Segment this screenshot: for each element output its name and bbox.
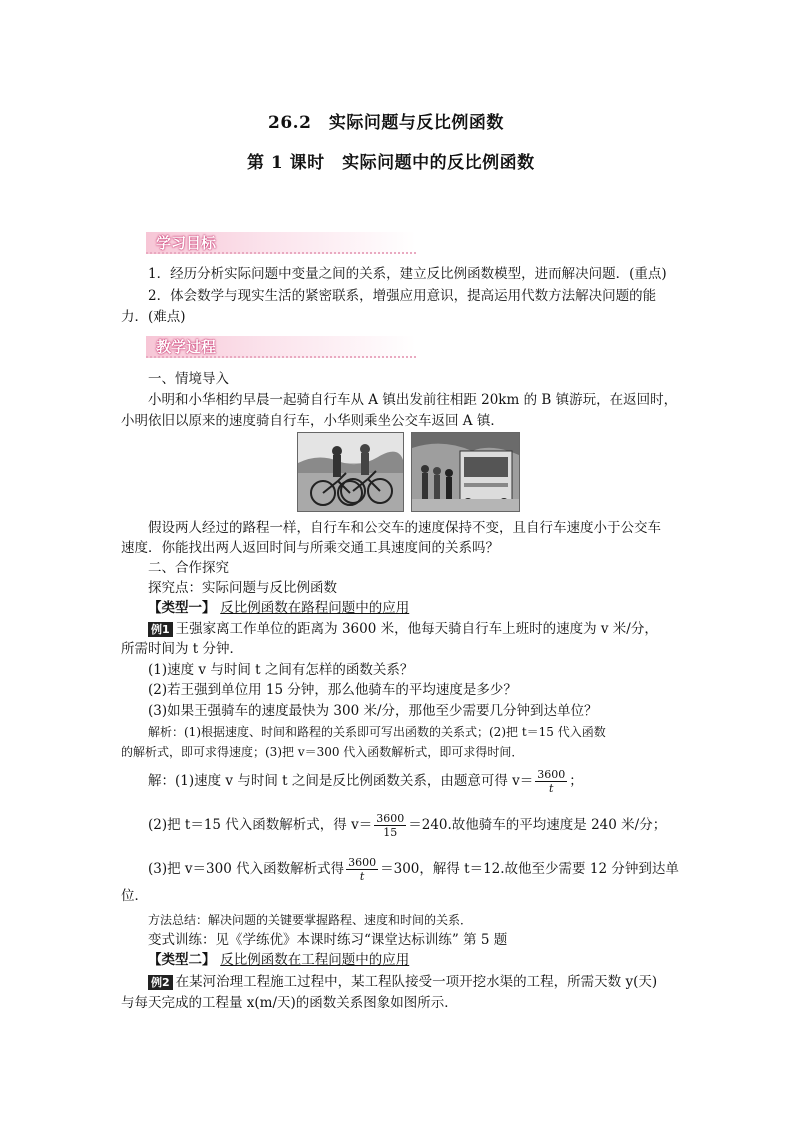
solution-2-end: ＝240.故他骑车的平均速度是 240 米/分； xyxy=(408,817,667,833)
type2-bracket: 【类型二】 xyxy=(148,952,216,968)
solution-2-text: (2)把 t＝15 代入函数解析式，得 v＝ xyxy=(148,817,373,833)
solution-3-end: 位． xyxy=(121,888,148,904)
goal-2b: 力．(难点) xyxy=(121,309,186,325)
fraction-denominator: t xyxy=(549,782,554,795)
variant-training: 变式训练：见《学练优》本课时练习“课堂达标训练” 第 5 题 xyxy=(148,932,508,948)
solution-1-end: ； xyxy=(569,773,583,789)
example2-text-1: 在某河治理工程施工过程中，某工程队接受一项开挖水渠的工程，所需天数 y(天) xyxy=(175,974,658,990)
type1-title: 反比例函数在路程问题中的应用 xyxy=(220,600,410,616)
type2-heading xyxy=(148,950,409,970)
fraction-numerator: 3600 xyxy=(348,856,377,869)
learning-goals-banner xyxy=(146,232,416,254)
learning-goals-heading: 学习目标 xyxy=(156,234,217,252)
solution-2 xyxy=(148,812,666,839)
fraction-denominator: 15 xyxy=(383,826,398,839)
type1-heading xyxy=(148,598,409,618)
solution-3 xyxy=(148,856,679,883)
explore-point: 探究点：实际问题与反比例函数 xyxy=(148,580,337,596)
example1-line-1 xyxy=(148,619,658,639)
example1-question-1: (1)速度 v 与时间 t 之间有怎样的函数关系？ xyxy=(148,662,414,678)
fraction-numerator: 3600 xyxy=(376,812,405,825)
solution-3-middle: ＝300，解得 t＝12.故他至少需要 12 分钟到达单 xyxy=(380,861,679,877)
intro-line-2: 小明依旧以原来的速度骑自行车，小华则乘坐公交车返回 A 镇． xyxy=(121,413,504,429)
example2-badge: 例2 xyxy=(148,975,173,990)
fraction-3600-over-t-2 xyxy=(346,856,378,883)
solution-1 xyxy=(148,768,583,795)
question-line-2: 速度．你能找出两人返回时间与所乘交通工具速度间的关系吗？ xyxy=(121,540,499,556)
analysis-line-2: 的解析式，即可求得速度；(3)把 v＝300 代入函数解析式，即可求得时间． xyxy=(121,745,524,759)
part2-title: 二、合作探究 xyxy=(148,560,229,576)
part1-title: 一、情境导入 xyxy=(148,371,229,387)
intro-line-1: 小明和小华相约早晨一起骑自行车从 A 镇出发前往相距 20km 的 B 镇游玩，在返回时， xyxy=(148,392,678,408)
solution-1-text: 解：(1)速度 v 与时间 t 之间是反比例函数关系，由题意可得 v＝ xyxy=(148,773,534,789)
example1-line-2: 所需时间为 t 分钟． xyxy=(121,641,244,657)
type1-bracket: 【类型一】 xyxy=(148,600,216,616)
fraction-3600-over-15 xyxy=(374,812,406,839)
teaching-process-heading: 教学过程 xyxy=(156,338,217,356)
question-line-1: 假设两人经过的路程一样，自行车和公交车的速度保持不变，且自行车速度小于公交车 xyxy=(148,520,661,536)
bicycle-photo xyxy=(297,432,404,512)
teaching-process-banner xyxy=(146,336,416,358)
page-subtitle: 第 1 课时 实际问题中的反比例函数 xyxy=(247,153,535,173)
fraction-denominator: t xyxy=(359,870,365,883)
fraction-3600-over-t xyxy=(535,768,567,795)
fraction-numerator: 3600 xyxy=(537,768,566,781)
bus-photo xyxy=(411,432,520,512)
solution-3-text: (3)把 v＝300 代入函数解析式得 xyxy=(148,861,345,877)
method-summary: 方法总结：解决问题的关键要掌握路程、速度和时间的关系． xyxy=(148,913,473,927)
example2-line-1 xyxy=(148,972,657,992)
example2-line-2: 与每天完成的工程量 x(m/天)的函数关系图象如图所示． xyxy=(121,995,458,1011)
goal-2a: 2．体会数学与现实生活的紧密联系，增强应用意识，提高运用代数方法解决问题的能 xyxy=(148,288,657,304)
example1-question-3: (3)如果王强骑车的速度最快为 300 米/分，那他至少需要几分钟到达单位？ xyxy=(148,703,598,719)
example1-text-1: 王强家离工作单位的距离为 3600 米，他每天骑自行车上班时的速度为 v 米/分， xyxy=(175,621,658,637)
example1-badge: 例1 xyxy=(148,622,173,637)
page-title: 26.2 实际问题与反比例函数 xyxy=(268,113,504,133)
type2-title: 反比例函数在工程问题中的应用 xyxy=(220,952,410,968)
analysis-line-1: 解析：(1)根据速度、时间和路程的关系即可写出函数的关系式；(2)把 t＝15 代入函数 xyxy=(148,725,606,739)
example1-question-2: (2)若王强到单位用 15 分钟，那么他骑车的平均速度是多少？ xyxy=(148,682,517,698)
goal-1: 1．经历分析实际问题中变量之间的关系，建立反比例函数模型，进而解决问题．(重点) xyxy=(148,266,667,282)
